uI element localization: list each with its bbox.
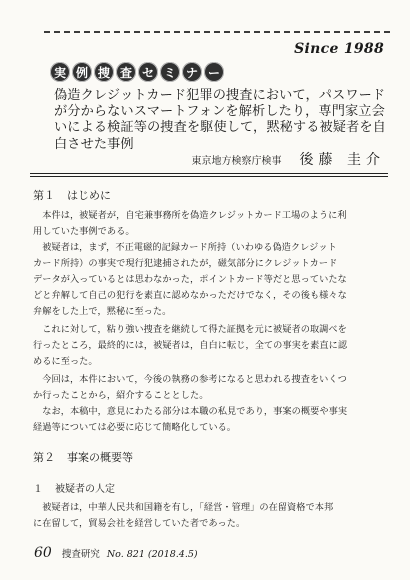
since-label: Since 1988 bbox=[294, 41, 384, 57]
paragraph-line: カード所持）の事実で現行犯逮捕されたが，磁気部分にクレジットカード bbox=[33, 258, 338, 269]
paragraph-line: めるに至った。 bbox=[33, 356, 98, 367]
section-title: はじめに bbox=[67, 189, 111, 202]
series-badge-char: 査 bbox=[116, 62, 136, 82]
section-1-paragraph bbox=[33, 240, 388, 320]
title-line: いによる検証等の捜査を駆使して，黙秘する被疑者を自 bbox=[54, 120, 386, 136]
paragraph-line: 用していた事例である。 bbox=[33, 226, 135, 237]
paragraph-line: 被疑者は，中華人民共和国籍を有し，「経営・管理」の在留資格で本邦 bbox=[33, 502, 334, 513]
paragraph-line: どと弁解して自己の犯行を素直に認めなかっただけでなく，その後も様々な bbox=[33, 290, 347, 301]
paragraph-line: 行ったところ，最終的には，被疑者は，自白に転じ，全ての事実を素直に認 bbox=[33, 340, 348, 351]
series-badge-char: 実 bbox=[50, 62, 70, 82]
author-name: 後藤 圭介 bbox=[299, 152, 385, 168]
section-1-paragraph bbox=[33, 372, 388, 404]
article-title bbox=[54, 88, 386, 153]
series-badge-char: ナ bbox=[182, 62, 202, 82]
section-2-heading bbox=[33, 449, 133, 465]
subsection-1-paragraph bbox=[33, 500, 388, 532]
section-number: 第１ bbox=[33, 189, 55, 202]
paragraph-line: 経過等については必要に応じて簡略化している。 bbox=[33, 422, 237, 433]
page-footer bbox=[34, 545, 198, 565]
section-1-heading bbox=[33, 187, 111, 203]
journal-name: 捜査研究 bbox=[61, 549, 100, 560]
paragraph-line: に在留して，貿易会社を経営していた者であった。 bbox=[33, 518, 246, 529]
series-badge-char: セ bbox=[138, 62, 158, 82]
section-1-paragraph bbox=[33, 322, 388, 370]
page-number: 60 bbox=[34, 545, 52, 561]
section-title: 事案の概要等 bbox=[67, 451, 133, 464]
subsection-number: １ bbox=[33, 484, 43, 495]
section-number: 第２ bbox=[33, 451, 55, 464]
issue-info: No. 821 (2018.4.5) bbox=[106, 549, 198, 560]
paragraph-line: データが入っているとは思わなかった，ポイントカード等だと思っていたな bbox=[33, 274, 347, 285]
series-badge-char: ー bbox=[204, 62, 224, 82]
subsection-title: 被疑者の人定 bbox=[55, 484, 115, 495]
series-badge-char: ミ bbox=[160, 62, 180, 82]
series-badge-row bbox=[50, 62, 226, 84]
paragraph-line: 今回は，本件において，今後の執務の参考になると思われる捜査をいくつ bbox=[33, 374, 347, 385]
title-divider-rule bbox=[30, 173, 388, 174]
author-affiliation: 東京地方検察庁検事 bbox=[191, 156, 282, 167]
paragraph-line: 被疑者は，まず，不正電磁的記録カード所持（いわゆる偽造クレジット bbox=[33, 242, 337, 253]
subsection-1-heading bbox=[33, 480, 115, 495]
title-divider-rule bbox=[30, 176, 388, 177]
paragraph-line: 本件は，被疑者が，自宅兼事務所を偽造クレジットカード工場のように利 bbox=[33, 210, 347, 221]
title-line: 偽造クレジットカード犯罪の捜査において，パスワード bbox=[54, 88, 386, 103]
section-1-paragraph bbox=[33, 208, 388, 240]
title-line: 白させた事例 bbox=[54, 136, 134, 152]
paragraph-line: なお，本稿中，意見にわたる部分は本職の私見であり，事案の概要や事実 bbox=[33, 406, 348, 417]
author-byline bbox=[160, 149, 385, 169]
paragraph-line: これに対して，粘り強い捜査を継続して得た証拠を元に被疑者の取調べを bbox=[33, 324, 347, 335]
top-dashed-rule bbox=[44, 31, 390, 33]
paragraph-line: か行ったことから，紹介することとした。 bbox=[33, 390, 209, 401]
section-1-paragraph bbox=[33, 404, 388, 436]
series-badge-char: 捜 bbox=[94, 62, 114, 82]
title-line: が分からないスマートフォンを解析したり，専門家立会 bbox=[54, 104, 385, 120]
paragraph-line: 弁解をした上で，黙秘に至った。 bbox=[33, 306, 172, 317]
series-badge-char: 例 bbox=[72, 62, 92, 82]
